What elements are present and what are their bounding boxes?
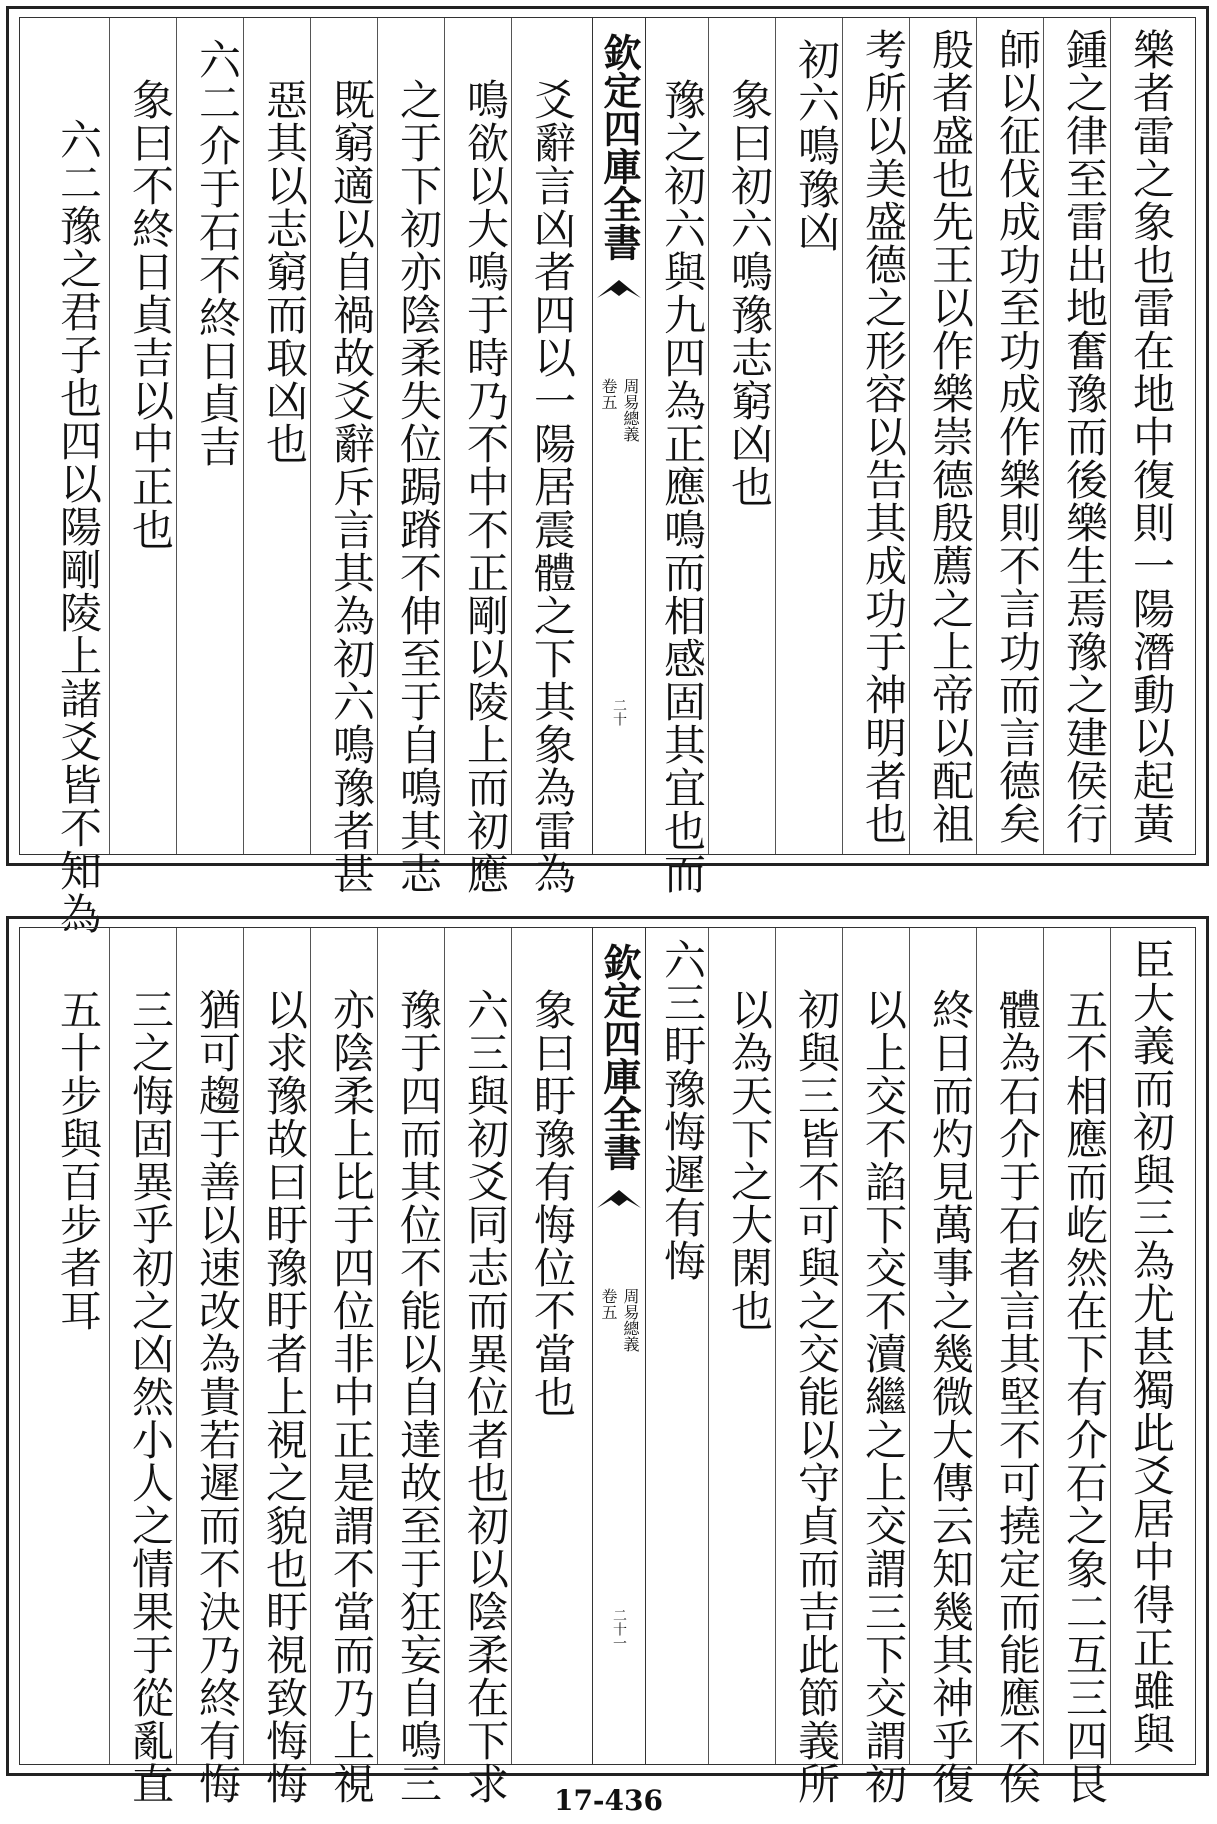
text-column: 豫之初六與九四為正應鳴而相感固其宜也而 bbox=[658, 78, 707, 895]
book-name: 周易總義 bbox=[621, 378, 640, 442]
center-gutter bbox=[592, 18, 646, 854]
text-column: 鳴欲以大鳴于時乃不中不正剛以陵上而初應 bbox=[461, 78, 510, 895]
text-column: 師以征伐成功至功成作樂則不言功而言德矣 bbox=[993, 28, 1042, 845]
text-column: 六二豫之君子也四以陽剛陵上諸爻皆不知為 bbox=[54, 118, 103, 935]
text-column: 以上交不諂下交不瀆繼之上交謂三下交謂初 bbox=[859, 988, 908, 1805]
text-column: 考所以美盛德之形容以告其成功于神明者也 bbox=[859, 28, 908, 845]
text-column: 象曰初六鳴豫志窮凶也 bbox=[725, 78, 774, 508]
fish-tail-mark-icon bbox=[597, 1186, 641, 1208]
leaf-number: 二十 bbox=[611, 698, 627, 726]
text-column: 既窮適以自禍故爻辭斥言其為初六鳴豫者甚 bbox=[327, 78, 376, 895]
text-column: 之于下初亦陰柔失位跼蹐不伸至于自鳴其志 bbox=[394, 78, 443, 895]
text-column: 猶可趨于善以速改為貴若遲而不決乃終有悔 bbox=[193, 988, 242, 1805]
volume-label: 卷五 bbox=[599, 1288, 618, 1320]
text-column: 六二介于石不終日貞吉 bbox=[193, 38, 242, 468]
text-column: 五不相應而屹然在下有介石之象二互三四艮 bbox=[1060, 988, 1109, 1805]
text-column: 鍾之律至雷出地奮豫而後樂生焉豫之建侯行 bbox=[1060, 28, 1109, 845]
text-column: 豫于四而其位不能以自達故至于狂妄自鳴三 bbox=[394, 988, 443, 1805]
text-column: 以為天下之大閑也 bbox=[725, 988, 774, 1332]
text-column: 體為石介于石者言其堅不可撓定而能應不俟 bbox=[993, 988, 1042, 1805]
text-column: 六三盱豫悔遲有悔 bbox=[658, 938, 707, 1282]
fish-tail-mark-icon bbox=[597, 276, 641, 298]
text-column: 以求豫故曰盱豫盱者上視之貌也盱視致悔悔 bbox=[260, 988, 309, 1805]
leaf-number: 二十一 bbox=[611, 1608, 627, 1650]
text-column: 六三與初爻同志而異位者也初以陰柔在下求 bbox=[461, 988, 510, 1805]
page-top bbox=[6, 6, 1209, 935]
page-frame bbox=[19, 17, 1196, 935]
volume-label: 卷五 bbox=[599, 378, 618, 410]
center-gutter bbox=[592, 928, 646, 1764]
text-column: 臣大義而初與三為尤甚獨此爻居中得正雖與 bbox=[1127, 938, 1176, 1755]
text-column: 三之悔固異乎初之凶然小人之情果于從亂直 bbox=[126, 988, 175, 1805]
book-title: 欽定四庫全書 bbox=[597, 943, 642, 1171]
page-footer-label: 17-436 bbox=[553, 1784, 664, 1817]
text-column: 亦陰柔上比于四位非中正是謂不當而乃上視 bbox=[327, 988, 376, 1805]
text-column: 象曰不終日貞吉以中正也 bbox=[126, 78, 175, 551]
text-column: 象曰盱豫有悔位不當也 bbox=[528, 988, 577, 1418]
text-column: 爻辭言凶者四以一陽居震體之下其象為雷為 bbox=[528, 78, 577, 895]
text-column: 惡其以志窮而取凶也 bbox=[260, 78, 309, 465]
text-column: 初六鳴豫凶 bbox=[792, 38, 841, 253]
text-column: 初與三皆不可與之交能以守貞而吉此節義所 bbox=[792, 988, 841, 1805]
text-column: 殷者盛也先王以作樂崇德殷薦之上帝以配祖 bbox=[926, 28, 975, 845]
text-column: 樂者雷之象也雷在地中復則一陽潛動以起黃 bbox=[1127, 28, 1176, 845]
book-title: 欽定四庫全書 bbox=[597, 33, 642, 261]
book-name: 周易總義 bbox=[621, 1288, 640, 1352]
text-column: 五十步與百步者耳 bbox=[54, 988, 103, 1332]
text-column: 終日而灼見萬事之幾微大傳云知幾其神乎復 bbox=[926, 988, 975, 1805]
